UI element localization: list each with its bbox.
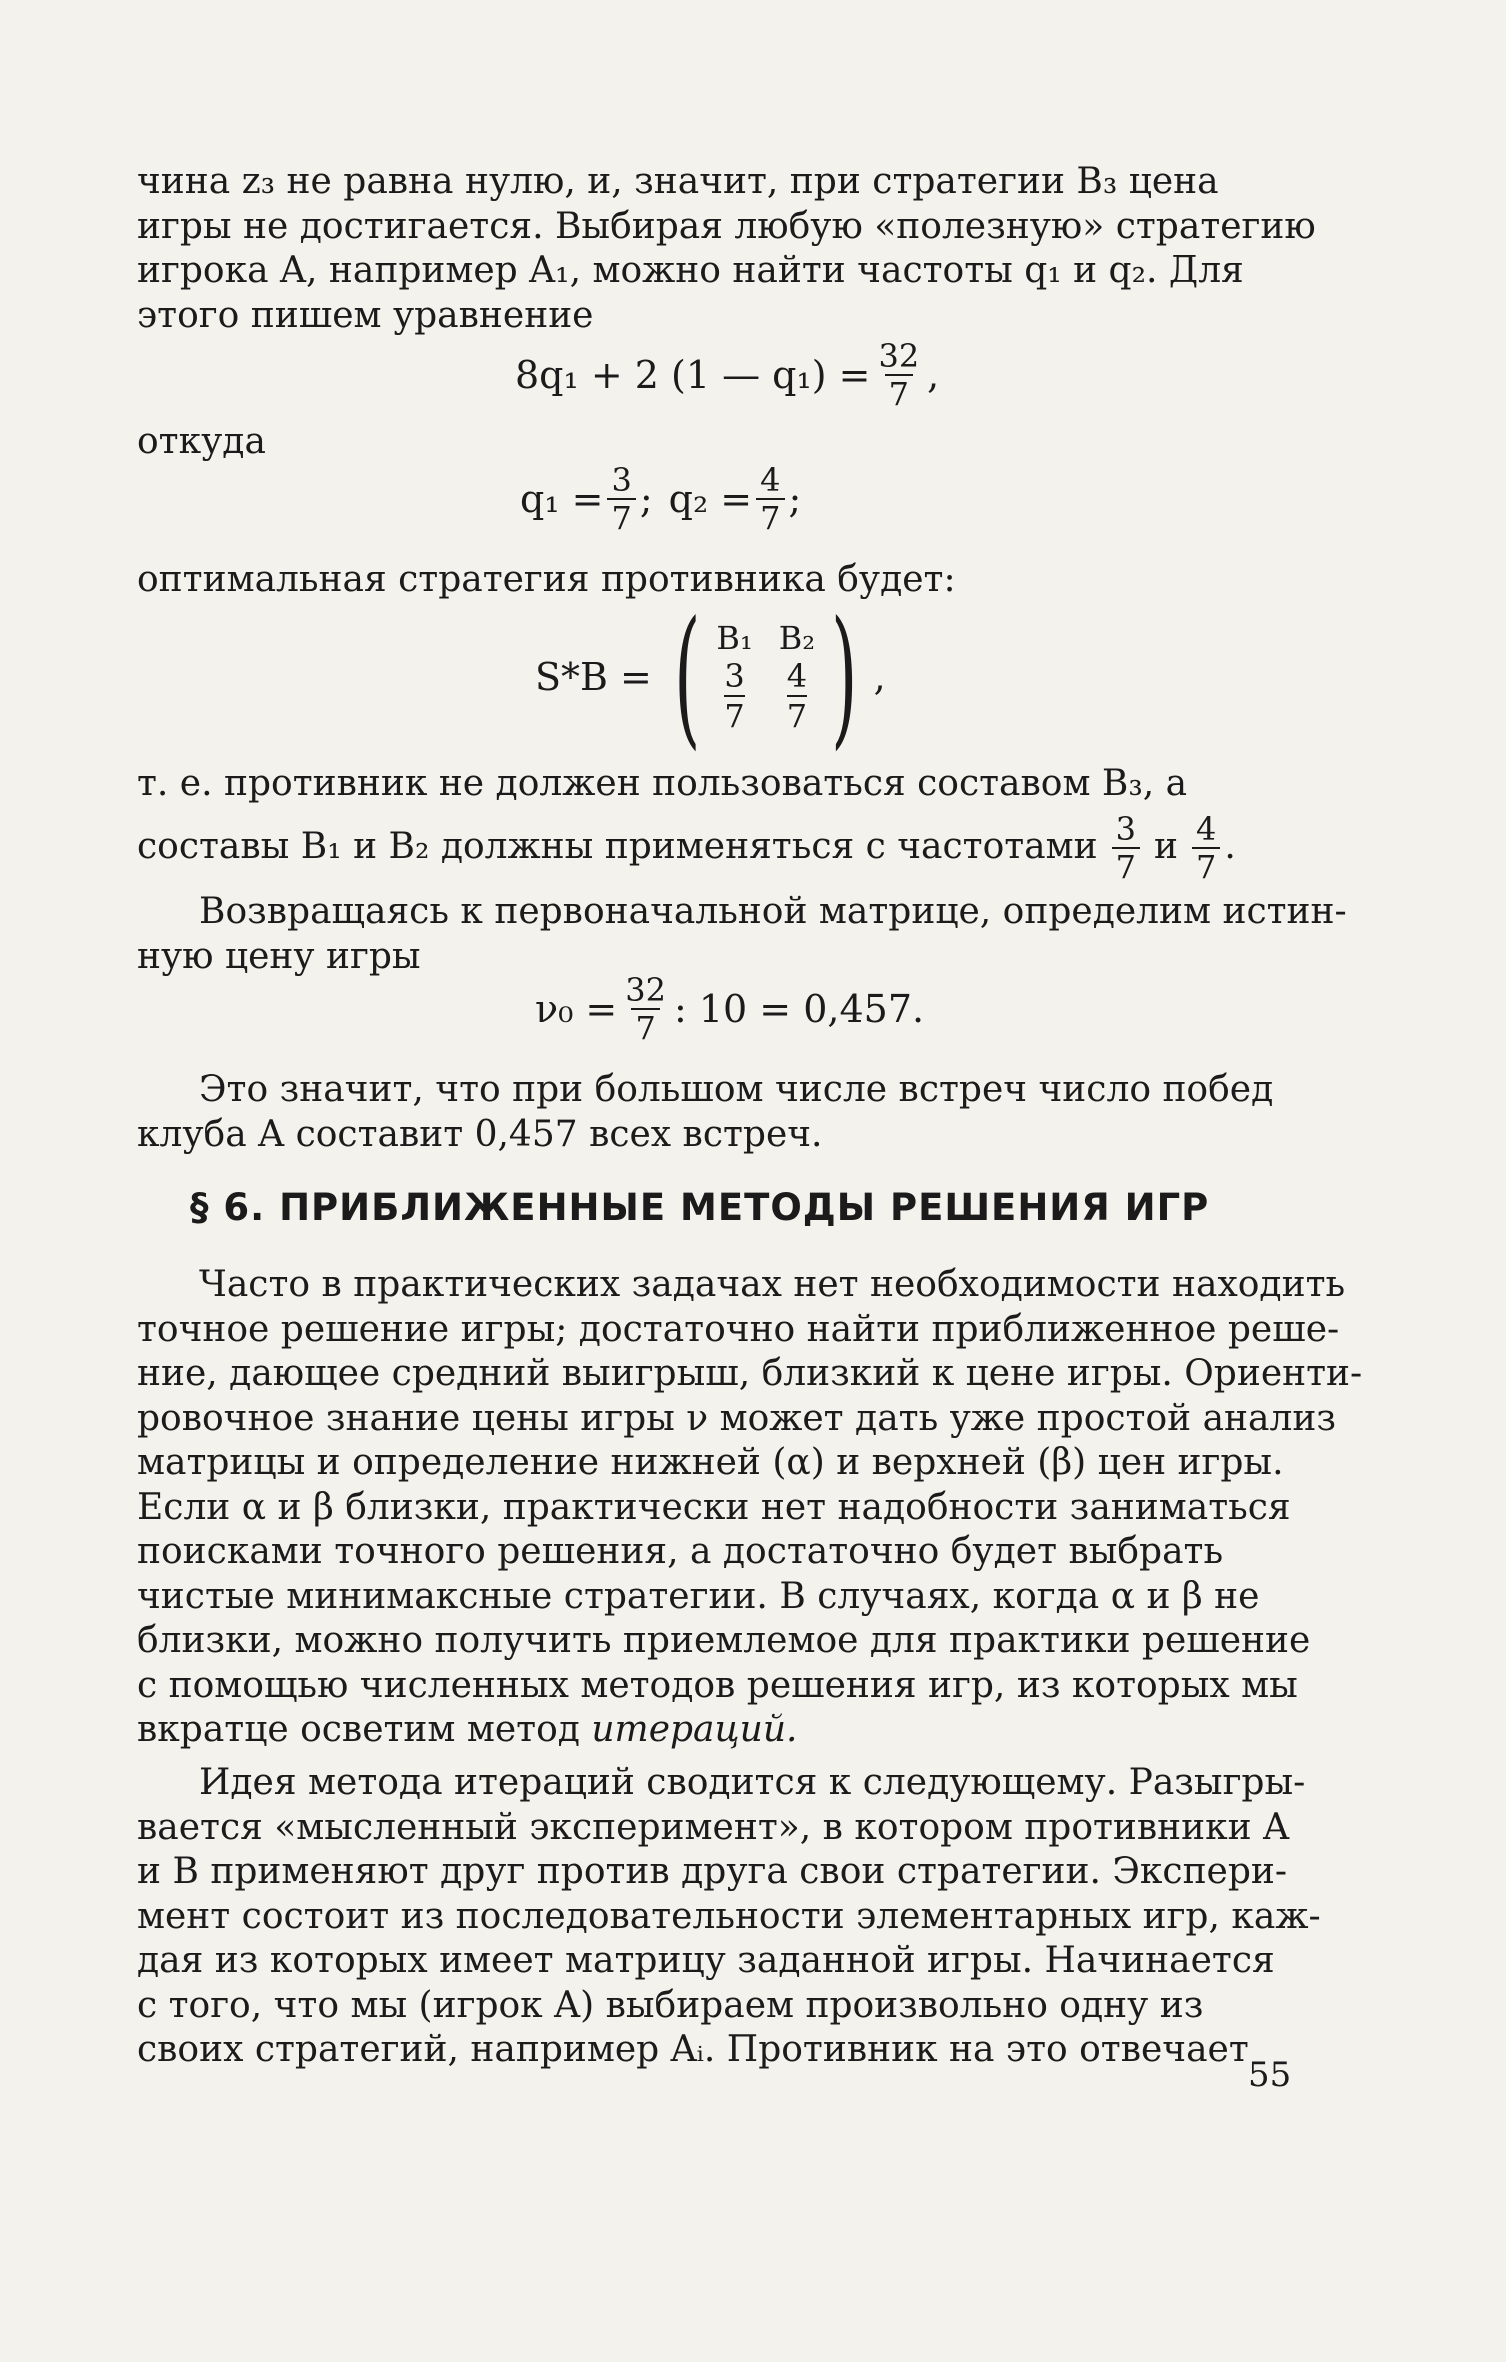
- text-line: с помощью численных методов решения игр, из которых мы: [137, 1664, 1298, 1706]
- text-line: оптимальная стратегия противника будет:: [137, 559, 956, 600]
- text-line: Если α и β близки, практически нет надобности заниматься: [137, 1486, 1291, 1528]
- nu-label: ν₀ =: [535, 987, 618, 1031]
- text-line: матрицы и определение нижней (α) и верхней (β) цен игры.: [137, 1442, 1284, 1483]
- punctuation: ,: [927, 353, 940, 397]
- right-paren: ): [831, 590, 858, 764]
- text-line: ровочное знание цены игры ν может дать уже простой анализ: [137, 1397, 1336, 1439]
- paragraph-conclusion: [137, 1068, 1305, 1157]
- fraction: [756, 462, 784, 536]
- text-line: ную цену игры: [137, 935, 421, 977]
- numerator: 32: [878, 337, 920, 375]
- numerator: 4: [760, 461, 781, 499]
- denominator: 7: [1112, 847, 1140, 885]
- punctuation: ,: [873, 655, 886, 699]
- separator: ;: [639, 477, 653, 521]
- fraction: [874, 338, 923, 412]
- numerator: 4: [1196, 809, 1217, 848]
- q1-label: q₁ =: [520, 477, 604, 521]
- text-line: ние, дающее средний выигрыш, близкий к цене игры. Ориенти-: [137, 1353, 1363, 1394]
- equation-frequency: [515, 338, 939, 412]
- text-fragment: и: [1154, 826, 1178, 868]
- denominator: 7: [786, 697, 808, 735]
- numerator: 4: [786, 657, 808, 695]
- text-fragment: вкратце осветим метод: [137, 1709, 580, 1750]
- paragraph-approximate-methods: [137, 1263, 1363, 1753]
- paragraph-iteration-method: [137, 1761, 1321, 2073]
- text-line: своих стратегий, например Aᵢ. Противник на это отвечает: [137, 2029, 1249, 2070]
- fraction: [607, 462, 635, 536]
- text-line: мент состоит из последовательности элементарных игр, каж-: [137, 1895, 1321, 1937]
- equation-q-values: [520, 462, 801, 536]
- text-line: точное решение игры; достаточно найти приближенное реше-: [137, 1308, 1340, 1350]
- numerator: 3: [1115, 809, 1136, 848]
- text-line: с того, что мы (игрок A) выбираем произвольно одну из: [137, 1984, 1204, 2026]
- text-line: чистые минимаксные стратегии. В случаях, когда α и β не: [137, 1575, 1260, 1617]
- fraction: [1112, 811, 1140, 885]
- equation-strategy-matrix: [535, 590, 886, 764]
- denominator: 7: [756, 498, 784, 536]
- strategy-label: S*B =: [535, 655, 652, 699]
- strategy-matrix: [658, 590, 874, 764]
- column-header: B₂: [778, 619, 816, 657]
- text-line: Часто в практических задачах нет необходимости находить: [199, 1264, 1346, 1305]
- paragraph-true-price: [137, 890, 1347, 979]
- denominator: 7: [724, 697, 745, 735]
- paragraph-intro: [137, 160, 1316, 338]
- text-line: поисками точного решения, а достаточно будет выбрать: [137, 1531, 1224, 1572]
- equation-left-side: 8q₁ + 2 (1 — q₁) =: [515, 353, 871, 397]
- equation-right-side: : 10 = 0,457.: [673, 987, 925, 1031]
- section-heading: § 6. ПРИБЛИЖЕННЫЕ МЕТОДЫ РЕШЕНИЯ ИГР: [190, 1186, 1210, 1229]
- text-line: вается «мысленный эксперимент», в котором противники A: [137, 1806, 1290, 1848]
- denominator: 7: [607, 498, 635, 536]
- paragraph-optimal: [137, 558, 1305, 603]
- numerator: 3: [724, 657, 745, 695]
- paragraph-otkuda: [137, 420, 1305, 465]
- text-line: Идея метода итераций сводится к следующему. Разыгры-: [199, 1762, 1306, 1803]
- page-number: 55: [1248, 2055, 1292, 2095]
- matrix-column: [779, 619, 815, 735]
- text-line: и B применяют друг против друга свои стратегии. Экспери-: [137, 1851, 1288, 1892]
- denominator: 7: [885, 374, 913, 412]
- text-line: клуба A составит 0,457 всех встреч.: [137, 1113, 823, 1155]
- text-line: дая из которых имеет матрицу заданной игры. Начинается: [137, 1940, 1275, 1981]
- denominator: 7: [631, 1008, 659, 1046]
- numerator: 32: [625, 971, 666, 1009]
- fraction: [1192, 811, 1220, 885]
- text-line: Это значит, что при большом числе встреч число побед: [199, 1069, 1274, 1110]
- column-header: B₁: [716, 619, 753, 657]
- text-line: близки, можно получить приемлемое для практики решение: [137, 1620, 1311, 1661]
- text-line: этого пишем уравнение: [137, 294, 594, 336]
- equation-true-price: [535, 972, 924, 1046]
- left-paren: (: [673, 590, 701, 764]
- text-line: игры не достигается. Выбирая любую «полезную» стратегию: [137, 205, 1316, 247]
- text-line-with-italic: [137, 1708, 1305, 1753]
- text-line: игрока A, например A₁, можно найти частоты q₁ и q₂. Для: [137, 250, 1244, 291]
- text-line-with-fractions: [137, 811, 1305, 885]
- fraction: [621, 972, 670, 1046]
- text-line: Возвращаясь к первоначальной матрице, определим истин-: [199, 891, 1347, 932]
- text-line: чина z₃ не равна нулю, и, значит, при стратегии B₃ цена: [137, 161, 1219, 202]
- text-line: откуда: [137, 421, 266, 462]
- text-line: т. е. противник не должен пользоваться составом B₃, а: [137, 763, 1188, 804]
- denominator: 7: [1192, 847, 1220, 885]
- numerator: 3: [611, 461, 632, 499]
- text-fragment: составы B₁ и B₂ должны применяться с частотами: [137, 826, 1098, 868]
- punctuation: ;: [788, 477, 802, 521]
- paragraph-frequencies: [137, 762, 1305, 885]
- q2-label: q₂ =: [668, 477, 753, 521]
- period: .: [1224, 826, 1236, 868]
- italic-term: итераций.: [591, 1709, 798, 1750]
- matrix-column: [716, 619, 752, 735]
